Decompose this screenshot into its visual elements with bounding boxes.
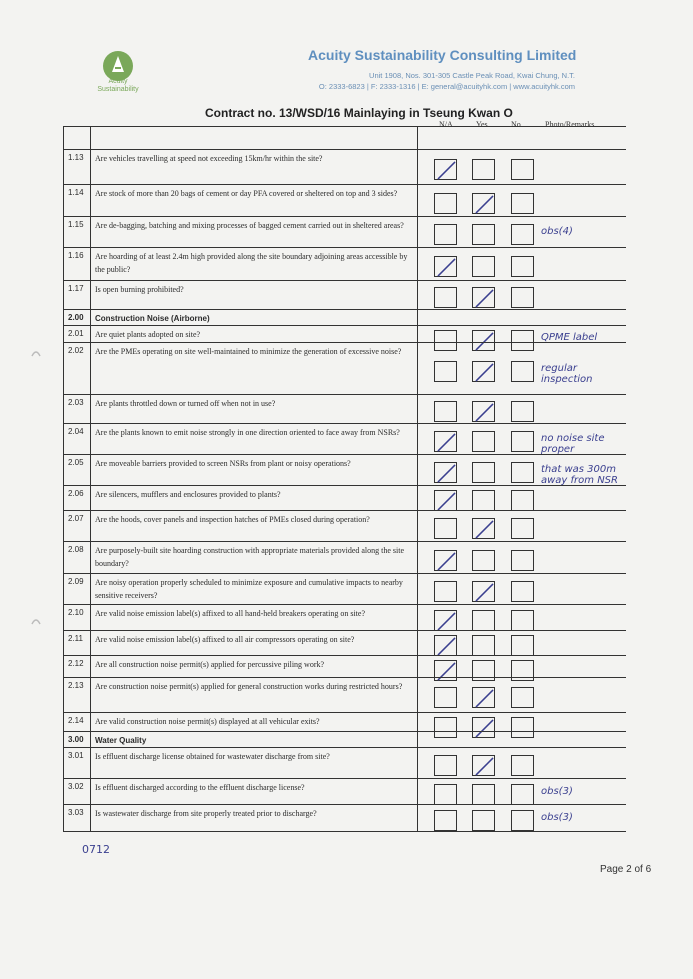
table-row (64, 394, 626, 408)
checkbox-no[interactable] (511, 490, 534, 511)
checkbox-yes[interactable] (472, 159, 495, 180)
col-remarks: Photo/Remarks (545, 120, 595, 129)
checkbox-no[interactable] (511, 610, 534, 631)
checkbox-no[interactable] (511, 193, 534, 214)
checkbox-na[interactable] (434, 755, 457, 776)
table-row (64, 216, 626, 237)
item-number: 2.12 (68, 659, 84, 668)
checkbox-no[interactable] (511, 159, 534, 180)
table-row (64, 454, 626, 486)
check-mark-icon (437, 662, 456, 681)
company-name: Acuity Sustainability Consulting Limited (308, 47, 577, 63)
checkbox-na[interactable] (434, 193, 457, 214)
handwritten-remark: that was 300m away from NSR (541, 464, 618, 486)
check-mark-icon (437, 612, 456, 631)
table-row (64, 423, 626, 455)
table-row (64, 712, 626, 726)
col-yes: Yes (476, 120, 488, 129)
item-number: 2.05 (68, 458, 84, 467)
checkbox-na[interactable] (434, 717, 457, 738)
question-text: Are stock of more than 20 bags of cement or day PFA covered or sheltered on top and 3 sides? (95, 189, 398, 198)
handwritten-remark: obs(3) (541, 812, 573, 823)
checkbox-yes[interactable] (472, 550, 495, 571)
checklist-table (63, 126, 626, 832)
contact-line: O: 2333-6823 | F: 2333-1316 | E: general@acuityhk.com | www.acuityhk.com (318, 82, 575, 91)
question-text: Is effluent discharged according to the effluent discharge license? (95, 783, 305, 792)
table-row (64, 485, 626, 499)
punch-hole-mark (30, 348, 42, 360)
checkbox-yes[interactable] (472, 287, 495, 308)
checkbox-yes[interactable] (472, 490, 495, 511)
item-number: 3.02 (68, 782, 84, 791)
checkbox-na[interactable] (434, 490, 457, 511)
handwritten-note: 0712 (82, 843, 110, 856)
checkbox-na[interactable] (434, 784, 457, 805)
checkbox-na[interactable] (434, 610, 457, 631)
checkbox-na[interactable] (434, 431, 457, 452)
item-number: 2.01 (68, 329, 84, 338)
handwritten-remark: regular inspection (541, 363, 593, 385)
question-text: Are purposely-built site hoarding construction with appropriate materials provided along the site boundary? (95, 546, 405, 568)
check-mark-icon (437, 492, 456, 511)
question-text: Is open burning prohibited? (95, 285, 184, 294)
question-text: Are noisy operation properly scheduled to minimize exposure and cumulative impacts to nearby sensitive receivers? (95, 578, 403, 600)
item-number: 2.09 (68, 577, 84, 586)
checkbox-yes[interactable] (472, 581, 495, 602)
handwritten-remark: no noise site proper (541, 433, 605, 455)
item-number: 1.16 (68, 251, 84, 260)
checkbox-na[interactable] (434, 810, 457, 831)
table-row (64, 804, 626, 823)
section-heading: Water Quality (95, 736, 147, 745)
checkbox-no[interactable] (511, 687, 534, 708)
check-mark-icon (475, 719, 494, 738)
checkbox-no[interactable] (511, 330, 534, 351)
check-mark-icon (437, 637, 456, 656)
page-number: Page 2 of 6 (600, 864, 652, 875)
item-number: 2.03 (68, 398, 84, 407)
section-row (64, 731, 626, 745)
checkbox-no[interactable] (511, 361, 534, 382)
question-text: Are the PMEs operating on site well-maintained to minimize the generation of excessive noise? (95, 347, 402, 356)
check-mark-icon (475, 195, 494, 214)
handwritten-remark: QPME label (541, 332, 598, 343)
check-mark-icon (475, 520, 494, 539)
checkbox-na[interactable] (434, 518, 457, 539)
checkbox-no[interactable] (511, 550, 534, 571)
question-text: Are quiet plants adopted on site? (95, 330, 201, 339)
item-number: 3.03 (68, 808, 84, 817)
table-row (64, 325, 626, 343)
question-text: Is wastewater discharge from site properly treated prior to discharge? (95, 809, 317, 818)
checkbox-yes[interactable] (472, 361, 495, 382)
check-mark-icon (475, 289, 494, 308)
table-row (64, 677, 626, 691)
checkbox-yes[interactable] (472, 431, 495, 452)
question-text: Are the hoods, cover panels and inspection hatches of PMEs closed during operation? (95, 515, 370, 524)
col-no: No (511, 120, 521, 129)
checkbox-yes[interactable] (472, 193, 495, 214)
question-text: Are the plants known to emit noise strongly in one direction oriented to face away from NSRs? (95, 428, 400, 437)
checkbox-yes[interactable] (472, 224, 495, 245)
table-row (64, 184, 626, 198)
check-mark-icon (437, 161, 456, 180)
item-number: 2.06 (68, 489, 84, 498)
checkbox-na[interactable] (434, 287, 457, 308)
checkbox-yes[interactable] (472, 256, 495, 277)
table-row (64, 604, 626, 618)
section-heading: Construction Noise (Airborne) (95, 314, 210, 323)
checkbox-yes[interactable] (472, 717, 495, 738)
check-mark-icon (475, 689, 494, 708)
check-mark-icon (437, 433, 456, 452)
table-row (64, 747, 626, 761)
table-row (64, 655, 626, 669)
checkbox-yes[interactable] (472, 518, 495, 539)
checkbox-yes[interactable] (472, 635, 495, 656)
item-number: 2.14 (68, 716, 84, 725)
question-text: Are silencers, mufflers and enclosures provided to plants? (95, 490, 281, 499)
item-number: 1.13 (68, 153, 84, 162)
item-number: 2.08 (68, 545, 84, 554)
check-mark-icon (475, 403, 494, 422)
checkbox-na[interactable] (434, 550, 457, 571)
handwritten-remark: obs(4) (541, 226, 573, 237)
table-row (64, 630, 626, 644)
checkbox-na[interactable] (434, 256, 457, 277)
question-text: Are moveable barriers provided to screen NSRs from plant or noisy operations? (95, 459, 351, 468)
checkbox-yes[interactable] (472, 755, 495, 776)
checkbox-no[interactable] (511, 717, 534, 738)
question-text: Are valid noise emission label(s) affixed to all hand-held breakers operating on site? (95, 609, 365, 618)
checkbox-no[interactable] (511, 256, 534, 277)
checkbox-na[interactable] (434, 635, 457, 656)
address-line: Unit 1908, Nos. 301-305 Castle Peak Road, Kwai Chung, N.T. (369, 71, 575, 80)
question-text: Are construction noise permit(s) applied for general construction works during restricted hours? (95, 682, 403, 691)
punch-hole-mark (30, 616, 42, 628)
checkbox-no[interactable] (511, 462, 534, 483)
question-text: Are plants throttled down or turned off when not in use? (95, 399, 276, 408)
table-row (64, 510, 626, 524)
handwritten-remark: obs(3) (541, 786, 573, 797)
check-mark-icon (437, 464, 456, 483)
checkbox-yes[interactable] (472, 810, 495, 831)
col-na: N/A (439, 120, 453, 129)
company-address (255, 70, 575, 92)
check-mark-icon (437, 552, 456, 571)
checkbox-yes[interactable] (472, 610, 495, 631)
logo-text: Acuity Sustainability (97, 78, 139, 93)
table-row (64, 247, 626, 274)
item-number: 3.00 (68, 735, 84, 744)
item-number: 2.13 (68, 681, 84, 690)
checkbox-no[interactable] (511, 401, 534, 422)
checkbox-no[interactable] (511, 431, 534, 452)
checkbox-no[interactable] (511, 810, 534, 831)
checkbox-na[interactable] (434, 581, 457, 602)
question-text: Are de-bagging, batching and mixing processes of bagged cement carried out in sheltered areas? (95, 221, 404, 230)
table-row (64, 541, 626, 568)
checkbox-yes[interactable] (472, 462, 495, 483)
check-mark-icon (475, 583, 494, 602)
item-number: 2.10 (68, 608, 84, 617)
checkbox-no[interactable] (511, 635, 534, 656)
question-text: Are valid construction noise permit(s) displayed at all vehicular exits? (95, 717, 320, 726)
question-text: Are vehicles travelling at speed not exceeding 15km/hr within the site? (95, 154, 323, 163)
checkbox-na[interactable] (434, 330, 457, 351)
item-number: 1.14 (68, 188, 84, 197)
table-row (64, 342, 626, 385)
question-text: Are all construction noise permit(s) applied for percussive piling work? (95, 660, 325, 669)
question-text: Is effluent discharge license obtained for wastewater discharge from site? (95, 752, 330, 761)
checkbox-na[interactable] (434, 361, 457, 382)
table-row (64, 149, 626, 163)
checkbox-yes[interactable] (472, 401, 495, 422)
table-row (64, 280, 626, 294)
table-row (64, 573, 626, 600)
checkbox-no[interactable] (511, 287, 534, 308)
checkbox-yes[interactable] (472, 687, 495, 708)
item-number: 1.15 (68, 220, 84, 229)
checkbox-no[interactable] (511, 784, 534, 805)
table-row (64, 778, 626, 797)
item-number: 1.17 (68, 284, 84, 293)
checkbox-yes[interactable] (472, 330, 495, 351)
item-number: 2.00 (68, 313, 84, 322)
item-number: 2.07 (68, 514, 84, 523)
form-title: Contract no. 13/WSD/16 Mainlaying in Tseung Kwan O (205, 106, 513, 120)
checkbox-na[interactable] (434, 159, 457, 180)
section-row (64, 309, 626, 323)
item-number: 2.02 (68, 346, 84, 355)
item-number: 2.04 (68, 427, 84, 436)
checkbox-na[interactable] (434, 401, 457, 422)
check-mark-icon (437, 258, 456, 277)
check-mark-icon (475, 757, 494, 776)
checkbox-na[interactable] (434, 224, 457, 245)
checkbox-no[interactable] (511, 224, 534, 245)
checkbox-na[interactable] (434, 687, 457, 708)
question-text: Are hoarding of at least 2.4m high provided along the site boundary adjoining areas accessible by the public? (95, 252, 408, 274)
item-number: 2.11 (68, 634, 83, 643)
checkbox-no[interactable] (511, 755, 534, 776)
checkbox-no[interactable] (511, 581, 534, 602)
check-mark-icon (475, 363, 494, 382)
checkbox-no[interactable] (511, 518, 534, 539)
question-text: Are valid noise emission label(s) affixed to all air compressors operating on site? (95, 635, 355, 644)
checkbox-yes[interactable] (472, 784, 495, 805)
checkbox-na[interactable] (434, 462, 457, 483)
item-number: 3.01 (68, 751, 84, 760)
